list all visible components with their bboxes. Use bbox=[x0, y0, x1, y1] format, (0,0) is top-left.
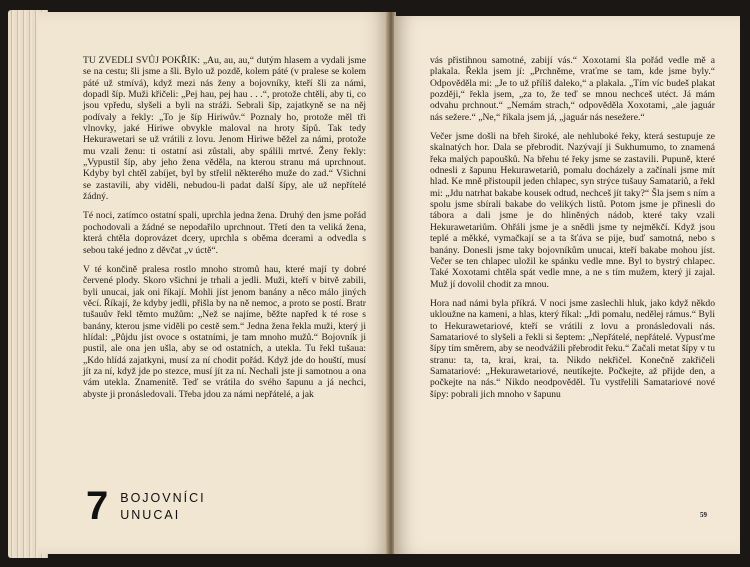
left-paragraph-1: TU ZVEDLI SVŮJ POKŘIK: „Au, au, au,“ dutým hlasem a vydali jsme se na cestu; šli jsme a šli. Bylo už pozdě, kolem páté (v pralese se kolem páté už stmívá), když mezi nás ženy a bojovníky, kteří šli za námi, dopadl šíp. Muži křičeli: „Pej hau, pej hau . . .“, protože chtěli, aby ti, co jsou vpředu, slyšeli a byli na stráži. Sebrali šíp, zajatkyně se na něj podívaly a řekly: „To je šíp Hiriwův.“ Poznaly ho, protože měl tři vlnovky, jaké Hiriwe obvykle maloval na hroty šípů. Tak tedy Hekurawetari se už vrátili z lovu. Jenom Hiriwe běžel za námi, protože mu vzali ženu: ti ostatní asi zůstali, aby spálili mrtvé. Ženy řekly: „Vypustil šíp, aby jeho žena věděla, na kterou stranu má uprchnout. Kdyby byl chtěl zabíjet, byl by střelil některého muže do zad.“ Všichni se zastavili, aby viděli, nebudou-li padat další šípy, ale už nepřítelé žádný. bbox=[83, 55, 366, 203]
chapter-title bbox=[120, 490, 205, 524]
chapter-title-line-1: BOJOVNÍCI bbox=[120, 491, 206, 505]
chapter-title-line-2: UNUCAI bbox=[120, 508, 181, 522]
left-page-text bbox=[83, 55, 366, 408]
left-paragraph-2: Té noci, zatímco ostatní spali, uprchla jedna žena. Druhý den jsme pořád pochodovali a žádné se nepodařilo uprchnout. Třetí den ta veliká žena, která chtěla doprovázet dcery, uprchla s oběma dcerami a odvedla s sebou také jedno z děvčat „v úctě“. bbox=[83, 210, 366, 256]
chapter-number: 7 bbox=[86, 484, 109, 528]
right-paragraph-3: Hora nad námi byla příkrá. V noci jsme zaslechli hluk, jako když někdo ukloužne na kameni, a hlas, který říkal: „Jdi pomalu, nedělej rámus.“ Byli to Hekurawetariové, kteří se vrátili z lovu a pronásledovali nás. Samatariové to slyšeli a řekli si šeptem: „Nepřátelé, nepřátelé. Vypusťme šípy tím směrem, aby se neodvážili přebrodit řeku.“ Začali metat šípy v tu stranu: ta, ta, krai, krai, ta. Nikdo nekřičel. Konečně zakřičeli Samatariové: „Hekurawetariové, neutíkejte. Počkejte, až přijde den, a počkejte na nás.“ Nikdo neodpověděl. Tu vystřelili Samatariové nové šípy: pobrali jich mnoho v šapunu bbox=[430, 297, 715, 400]
right-paragraph-2: Večer jsme došli na břeh široké, ale nehluboké řeky, která sestupuje ze skalnatých hor. Dala se přebrodit. Nazývají ji Sukhumumo, to znamená řeka malých papoušků. Na břehu té řeky jsme se zastavili. Pupuně, které odnesli z šapunu Hekurawetariů, pomalu docházely a začínali jsme mít hlad. Ke mně přistoupil jeden chlapec, syn strýce tušauy Samatariů, a řekl mi: „Jdu natrhat bakabe kousek odtud, nechceš jít taky?“ Šla jsem s ním a spolu jsme sbírali bakabe do velikých listů. Potom jsme je přinesli do tábora a dali jsme je do hliněných nádob, které taky vzali Hekurawetariům. Ohřáli jsme je a snědli jsme ty nejměkčí. Když jsou teplé a měkké, vymačkají se a ta šťáva se pije, buď samotná, nebo s banány. Donesli jsme taky bojovníkům unucai, kteří bakabe mohou jíst. Večer se ten chlapec uložil ke spánku vedle mne. Byl to bystrý chlapec. Také Xoxotami chtěla spát vedle mne, a ne s tím mužem, který ji zajal. Muž jí dovolil chodit za mnou. bbox=[430, 131, 715, 290]
right-page-text bbox=[430, 55, 715, 408]
right-paragraph-1: vás přistihnou samotné, zabijí vás.“ Xoxotami šla pořád vedle mě a plakala. Řekla jsem jí: „Prchněme, vraťme se tam, kde jsme byly.“ Odpověděla mi: „Je to už příliš daleko,“ a plakala. „Tím víc budeš plakat později,“ řekla jsem, „za to, že teď se mnou nechceš utéct. Já mám odvahu prchnout.“ „Nemám strach,“ odpověděla Xoxotami, „ale jaguár nás sežere.“ „Ne,“ říkala jsem já, „jaguár nás nesežere.“ bbox=[430, 55, 715, 123]
page-number: 59 bbox=[700, 511, 707, 519]
left-paragraph-3: V té končině pralesa rostlo mnoho stromů hau, které mají ty dobré červené plody. Skoro všichni je trhali a jedli. Muži, kteří v bitvě zabili, byli unucai, jak oni říkají. Mohli jíst jenom banány a něco málo jiných věcí. Říkají, že kdyby jedli, přišla by na ně nemoc, a proto se postí. Bratr tušauův řekl těmto mužům: „Než se najíme, běžte napřed k té rose s banány, kterou jsme viděli po cestě sem.“ Jedna žena řekla muži, který ji hlídal: „Půjdu jíst ovoce s ostatními, je tam mnoho mužů.“ Bojovník ji pustil, ale ona jen ušla, aby se od ostatních, a utekla. Tu řekl tušaua: „Kdo hlídá zajatkyni, musí za ní chodit pořád. Když jde do houští, musí jít za ní, když jde po stezce, musí jít za ní. Nechali jste ji samotnou a ona vám utekla. Znamenitě. Teď se vrátila do svého šapunu a já nechci, abyste ji pronásledovali. Třeba jdou za námi nepřátelé, a jak bbox=[83, 263, 366, 400]
chapter-heading bbox=[86, 486, 206, 526]
